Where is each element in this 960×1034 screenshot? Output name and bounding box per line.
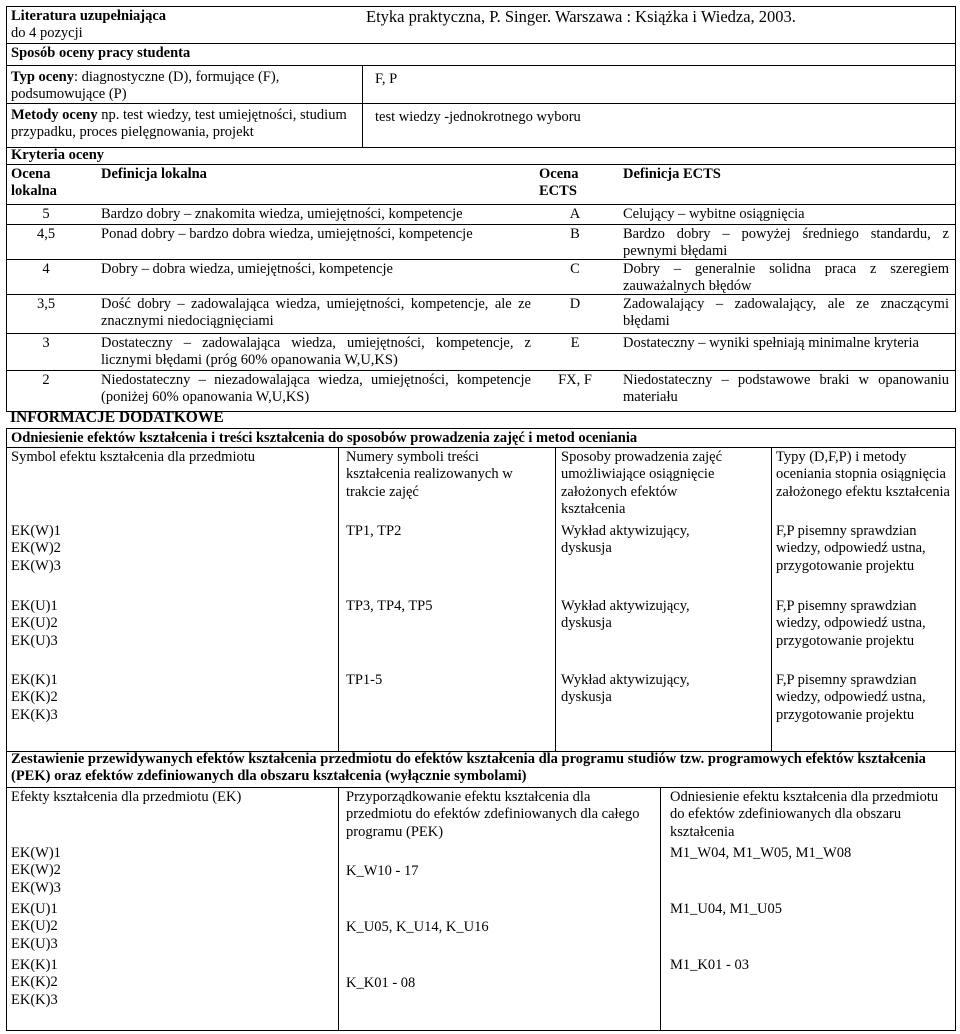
odniesienie-table (6, 428, 956, 752)
kryteria-ocena: 3,5 (36, 296, 56, 312)
odniesienie-typy: F,P pisemny sprawdzian wiedzy, odpowiedź ustna, przygotowanie projektu (776, 672, 926, 723)
odniesienie-symbols: EK(K)1 EK(K)2 EK(K)3 (11, 672, 58, 723)
odniesienie-tresci: TP1, TP2 (346, 523, 402, 539)
kryteria-title-row (7, 146, 955, 165)
zestawienie-table (6, 750, 956, 1031)
kryteria-row (7, 334, 955, 371)
zestawienie-symbols: EK(U)1 EK(U)2 EK(U)3 (11, 901, 58, 952)
kryteria-definicja-ects: Niedostateczny – podstawowe braki w opanowaniu materiału (623, 372, 949, 406)
kryteria-ocena: 4 (42, 261, 50, 277)
kryteria-definicja: Ponad dobry – bardzo dobra wiedza, umiejętności, kompetencje (101, 226, 473, 242)
odniesienie-sposoby: Wykład aktywizujący, dyskusja (561, 598, 690, 632)
kryteria-ects: A (569, 206, 581, 222)
top-table (6, 6, 956, 148)
zestawienie-title-row (7, 750, 955, 788)
kryteria-row (7, 371, 955, 411)
kryteria-header-row (7, 165, 955, 205)
sposob-oceny-row (7, 44, 955, 66)
typ-oceny-value: F, P (362, 66, 955, 103)
literatura-value: Etyka praktyczna, P. Singer. Warszawa : Książka i Wiedza, 2003. (366, 7, 796, 26)
informacje-heading: INFORMACJE DODATKOWE (10, 409, 224, 426)
odniesienie-typy: F,P pisemny sprawdzian wiedzy, odpowiedź ustna, przygotowanie projektu (776, 598, 926, 649)
kryteria-definicja: Niedostateczny – niezadowalająca wiedza, umiejętności, kompetencje (poniżej 60% opanowania W,U,KS) (101, 372, 531, 406)
odniesienie-sposoby: Wykład aktywizujący, dyskusja (561, 672, 690, 706)
zestawienie-pek: K_U05, K_U14, K_U16 (346, 919, 489, 935)
odniesienie-symbols: EK(W)1 EK(W)2 EK(W)3 (11, 523, 61, 574)
odniesienie-header-sposoby: Sposoby prowadzenia zajęć umożliwiające osiągnięcie założonych efektów kształcenia (561, 449, 723, 518)
literatura-row (7, 7, 955, 44)
kryteria-ects: C (570, 261, 580, 277)
zestawienie-pek: K_K01 - 08 (346, 975, 416, 991)
zestawienie-header-ek: Efekty kształcenia dla przedmiotu (EK) (11, 789, 242, 805)
typ-label: Typ oceny (11, 69, 74, 85)
kryteria-row (7, 205, 955, 225)
typ-oceny-row (7, 66, 955, 104)
typ-oceny-label (7, 68, 362, 103)
kryteria-ocena: 4,5 (36, 226, 56, 242)
odniesienie-header-tresci: Numery symboli treści kształcenia realizowanych w trakcie zajęć (346, 449, 513, 500)
odniesienie-title: Odniesienie efektów kształcenia i treści kształcenia do sposobów prowadzenia zajęć i metod oceniania (11, 430, 638, 446)
zestawienie-header-obszar: Odniesienie efektu kształcenia dla przedmiotu do efektów zdefiniowanych dla obszaru kształcenia (670, 789, 939, 840)
zestawienie-obszar: M1_K01 - 03 (670, 957, 749, 973)
sposob-oceny-heading: Sposób oceny pracy studenta (11, 45, 191, 61)
kryteria-table (6, 146, 956, 412)
kryteria-definicja-ects: Bardzo dobry – powyżej średniego standardu, z pewnymi błędami (623, 226, 949, 260)
kryteria-header-definicja-ects: Definicja ECTS (623, 166, 721, 182)
kryteria-definicja-ects: Dostateczny – wyniki spełniają minimalne kryteria (623, 335, 919, 351)
kryteria-definicja-ects: Zadowalający – zadowalający, ale ze znaczącymi błędami (623, 296, 949, 330)
kryteria-header-ects: Ocena ECTS (539, 166, 579, 200)
zestawienie-pek: K_W10 - 17 (346, 863, 419, 879)
kryteria-ects: D (569, 296, 581, 312)
odniesienie-tresci: TP1-5 (346, 672, 383, 688)
kryteria-ocena: 2 (42, 372, 50, 388)
kryteria-row (7, 260, 955, 295)
odniesienie-typy: F,P pisemny sprawdzian wiedzy, odpowiedź ustna, przygotowanie projektu (776, 523, 926, 574)
kryteria-header-ocena: Ocena lokalna (11, 166, 57, 200)
kryteria-row (7, 295, 955, 334)
zestawienie-obszar: M1_U04, M1_U05 (670, 901, 782, 917)
kryteria-header-definicja: Definicja lokalna (101, 166, 207, 182)
metody-oceny-label (7, 106, 362, 147)
zestawienie-obszar: M1_W04, M1_W05, M1_W08 (670, 845, 852, 861)
kryteria-ocena: 5 (42, 206, 50, 222)
odniesienie-header-typy: Typy (D,F,P) i metody oceniania stopnia osiągnięcia założonego efektu kształcenia (776, 449, 950, 500)
zestawienie-symbols: EK(W)1 EK(W)2 EK(W)3 (11, 845, 61, 896)
kryteria-title: Kryteria oceny (11, 147, 105, 163)
zestawienie-header-pek: Przyporządkowanie efektu kształcenia dla przedmiotu do efektów zdefiniowanych dla całego programu (PEK) (346, 789, 640, 840)
kryteria-definicja: Dostateczny – zadowalająca wiedza, umiejętności, kompetencje, z licznymi błędami (próg 60% opanowania W,U,KS) (101, 335, 531, 369)
zestawienie-title: Zestawienie przewidywanych efektów kształcenia przedmiotu do efektów kształcenia dla programu studiów tzw. programowych efektów kształcenia (PEK) oraz efektów zdefiniowanych dla obszaru kształcenia (wyłącznie symbolami) (11, 751, 926, 785)
kryteria-definicja-ects: Dobry – generalnie solidna praca z szeregiem zauważalnych błędów (623, 261, 949, 295)
kryteria-definicja: Dość dobry – zadowalająca wiedza, umiejętności, kompetencje, ale ze znacznymi niedociągnięciami (101, 296, 531, 330)
metody-oceny-row (7, 104, 955, 147)
kryteria-ects: FX, F (558, 372, 592, 388)
zestawienie-symbols: EK(K)1 EK(K)2 EK(K)3 (11, 957, 58, 1008)
typ-text: : diagnostyczne (D), formujące (F), podsumowujące (P) (11, 69, 280, 103)
literatura-label: Literatura uzupełniająca (11, 8, 167, 24)
odniesienie-title-row (7, 429, 955, 448)
kryteria-definicja: Bardzo dobry – znakomita wiedza, umiejętności, kompetencje (101, 206, 463, 222)
metody-label: Metody oceny (11, 107, 98, 123)
kryteria-ocena: 3 (42, 335, 50, 351)
kryteria-ects: E (570, 335, 580, 351)
kryteria-row (7, 225, 955, 260)
odniesienie-header-symbol: Symbol efektu kształcenia dla przedmiotu (11, 449, 256, 465)
kryteria-definicja: Dobry – dobra wiedza, umiejętności, kompetencje (101, 261, 393, 277)
metody-text: np. test wiedzy, test umiejętności, studium przypadku, proces pielęgnowania, projekt (11, 107, 347, 141)
kryteria-definicja-ects: Celujący – wybitne osiągnięcia (623, 206, 805, 222)
metody-oceny-value: test wiedzy -jednokrotnego wyboru (362, 104, 955, 147)
odniesienie-sposoby: Wykład aktywizujący, dyskusja (561, 523, 690, 557)
kryteria-ects: B (570, 226, 580, 242)
odniesienie-tresci: TP3, TP4, TP5 (346, 598, 433, 614)
literatura-note: do 4 pozycji (11, 25, 83, 42)
odniesienie-symbols: EK(U)1 EK(U)2 EK(U)3 (11, 598, 58, 649)
